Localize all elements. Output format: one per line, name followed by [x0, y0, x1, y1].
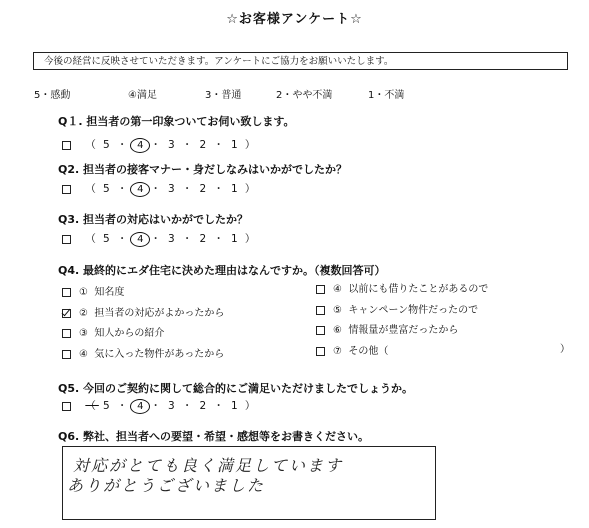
q5-label: Q5. 今回のご契約に関して総合的にご満足いただけましたでしょうか。 — [58, 382, 414, 395]
q4-option: ⑥ 情報量が豊富だったから — [316, 321, 458, 336]
intro-box — [33, 52, 568, 70]
comment-line-2: ありがとうございました — [67, 476, 266, 495]
q1-checkbox[interactable] — [62, 141, 71, 150]
q4-checkbox[interactable] — [62, 288, 71, 297]
q2-label: Q2. 担当者の接客マナー・身だしなみはいかがでしたか？ — [58, 163, 348, 176]
q4-checkbox[interactable] — [62, 350, 71, 359]
q4-checkbox[interactable] — [316, 347, 325, 356]
q4-checkbox-checked[interactable] — [62, 309, 71, 318]
q1-label: Q１. 担当者の第一印象ついてお伺い致します。 — [58, 115, 295, 128]
q4-option: ③ 知人からの紹介 — [62, 324, 164, 339]
q4-other-close: ） — [560, 344, 570, 355]
q6-label: Q6. 弊社、担当者への要望・希望・感想等をお書きください。 — [58, 430, 370, 443]
scale-5: 5・感動 — [34, 90, 71, 101]
q4-checkbox[interactable] — [316, 326, 325, 335]
q4-option: ① 知名度 — [62, 283, 124, 298]
survey-title: ☆お客様アンケート☆ — [226, 12, 363, 27]
q2-checkbox[interactable] — [62, 185, 71, 194]
q4-option: ④ 気に入った物件があったから — [62, 345, 224, 360]
q4-checkbox[interactable] — [62, 329, 71, 338]
q3-checkbox[interactable] — [62, 235, 71, 244]
q4-checkbox[interactable] — [316, 306, 325, 315]
q4-option: ④ 以前にも借りたことがあるので — [316, 280, 488, 295]
scale-3: 3・普通 — [205, 90, 242, 101]
q5-options: （ 5 ・ 4 ・ 3 ・ 2 ・ 1 ） — [62, 398, 258, 414]
q4-checkbox[interactable] — [316, 285, 325, 294]
q1-options: （ 5 ・ 4 ・ 3 ・ 2 ・ 1 ） — [62, 137, 258, 153]
comment-box[interactable] — [62, 446, 436, 520]
scale-1: 1・不満 — [368, 90, 405, 101]
scale-2: 2・やや不満 — [276, 90, 333, 101]
q3-options: （ 5 ・ 4 ・ 3 ・ 2 ・ 1 ） — [62, 231, 258, 247]
q4-option-other: ⑦ その他（ — [316, 342, 388, 357]
q3-label: Q3. 担当者の対応はいかがでしたか？ — [58, 213, 249, 226]
q5-checkbox[interactable] — [62, 402, 71, 411]
comment-line-1: 対応がとても良く満足しています — [73, 456, 344, 475]
q4-label: Q4. 最終的にエダ住宅に決めた理由はなんですか。（複数回答可） — [58, 264, 386, 277]
q4-option: ② 担当者の対応がよかったから — [62, 304, 224, 319]
intro-text: 今後の経営に反映させていただきます。アンケートにご協力をお願いいたします。 — [44, 56, 394, 67]
q4-option: ⑤ キャンペーン物件だったので — [316, 301, 478, 316]
q2-options: （ 5 ・ 4 ・ 3 ・ 2 ・ 1 ） — [62, 181, 258, 197]
scale-4: ④満足 — [128, 90, 157, 101]
